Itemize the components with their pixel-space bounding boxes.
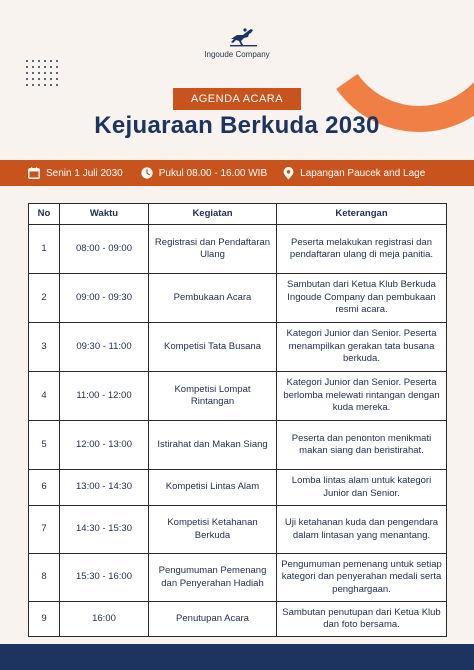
clock-icon	[141, 167, 153, 179]
event-location	[283, 167, 425, 180]
row-no: 2	[29, 274, 60, 323]
column-header-kegiatan: Kegiatan	[149, 204, 277, 225]
row-no: 7	[29, 506, 60, 554]
event-location-text: Lapangan Paucek and Lage	[300, 167, 426, 179]
row-activity: Kompetisi Lintas Alam	[149, 470, 277, 506]
event-date	[28, 167, 123, 179]
row-description: Pengumuman pemenang untuk setiap kategori dan penyerahan medali serta penghargaan.	[277, 554, 447, 602]
table-row	[29, 421, 447, 470]
row-description: Sambutan penutupan dari Ketua Klub dan foto bersama.	[277, 602, 447, 637]
table-row	[29, 470, 447, 506]
table-row	[29, 602, 447, 637]
location-pin-icon	[283, 167, 294, 180]
event-date-text: Senin 1 Juli 2030	[46, 167, 123, 179]
row-no: 9	[29, 602, 60, 637]
table-row	[29, 506, 447, 554]
row-activity: Pengumuman Pemenang dan Penyerahan Hadiah	[149, 554, 277, 602]
row-description: Kategori Junior dan Senior. Peserta menampilkan gerakan tata busana berkuda.	[277, 323, 447, 372]
column-header-keterangan: Keterangan	[277, 204, 447, 225]
row-description: Sambutan dari Ketua Klub Berkuda Ingoude Company dan pembukaan resmi acara.	[277, 274, 447, 323]
table-header-row	[29, 204, 447, 225]
row-time: 15:30 - 16:00	[60, 554, 149, 602]
table-row	[29, 225, 447, 274]
row-time: 09:30 - 11:00	[60, 323, 149, 372]
row-time: 14:30 - 15:30	[60, 506, 149, 554]
row-time: 13:00 - 14:30	[60, 470, 149, 506]
row-activity: Kompetisi Tata Busana	[149, 323, 277, 372]
row-activity: Penutupan Acara	[149, 602, 277, 637]
row-time: 12:00 - 13:00	[60, 421, 149, 470]
row-no: 6	[29, 470, 60, 506]
table-row	[29, 323, 447, 372]
row-time: 16:00	[60, 602, 149, 637]
row-activity: Pembukaan Acara	[149, 274, 277, 323]
table-row	[29, 274, 447, 323]
table-row	[29, 372, 447, 421]
event-info-bar	[0, 160, 474, 186]
event-time-text: Pukul 08.00 - 16.00 WIB	[158, 167, 268, 179]
row-no: 4	[29, 372, 60, 421]
row-no: 5	[29, 421, 60, 470]
row-time: 09:00 - 09:30	[60, 274, 149, 323]
footer-band	[0, 644, 474, 670]
row-description: Peserta melakukan registrasi dan pendaftaran ulang di meja panitia.	[277, 225, 447, 274]
table-row	[29, 554, 447, 602]
row-time: 11:00 - 12:00	[60, 372, 149, 421]
row-no: 1	[29, 225, 60, 274]
page-title: Kejuaraan Berkuda 2030	[94, 112, 380, 139]
decorative-dot-grid	[26, 60, 62, 90]
row-description: Peserta dan penonton menikmati makan siang dan beristirahat.	[277, 421, 447, 470]
row-activity: Registrasi dan Pendaftaran Ulang	[149, 225, 277, 274]
row-description: Lomba lintas alam untuk kategori Junior dan Senior.	[277, 470, 447, 506]
company-name: Ingoude Company	[204, 50, 270, 59]
row-description: Uji ketahanan kuda dan pengendara dalam lintasan yang menantang.	[277, 506, 447, 554]
column-header-no: No	[29, 204, 60, 225]
row-no: 3	[29, 323, 60, 372]
event-time	[141, 167, 267, 179]
horse-jumping-icon	[228, 26, 260, 48]
row-no: 8	[29, 554, 60, 602]
agenda-table	[28, 203, 447, 637]
row-description: Kategori Junior dan Senior. Peserta berlomba melewati rintangan dengan kuda mereka.	[277, 372, 447, 421]
row-activity: Kompetisi Lompat Rintangan	[149, 372, 277, 421]
column-header-waktu: Waktu	[60, 204, 149, 225]
agenda-badge: AGENDA ACARA	[173, 88, 301, 110]
row-activity: Kompetisi Ketahanan Berkuda	[149, 506, 277, 554]
row-activity: Istirahat dan Makan Siang	[149, 421, 277, 470]
calendar-icon	[28, 167, 40, 179]
row-time: 08:00 - 09:00	[60, 225, 149, 274]
